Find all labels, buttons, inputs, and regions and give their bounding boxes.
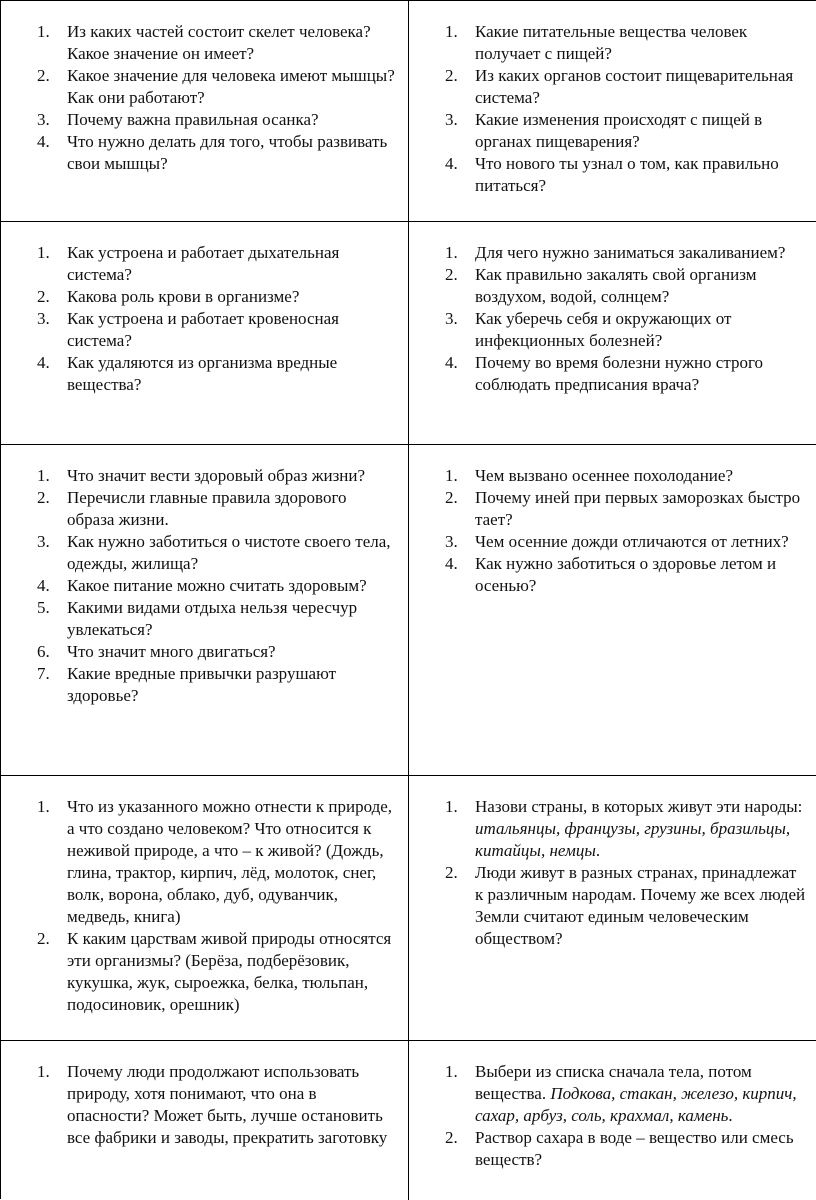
- question-item: [409, 531, 806, 553]
- question-card-r3-right: [409, 445, 816, 776]
- question-number: 3.: [37, 309, 50, 328]
- question-number: 3.: [445, 309, 458, 328]
- question-tail: .: [595, 841, 601, 860]
- question-item: [409, 796, 806, 862]
- question-text: Выбери из списка сначала тела, потом вещества.: [475, 1062, 752, 1103]
- question-list: [409, 242, 806, 396]
- question-item: [1, 487, 398, 531]
- question-number: 2.: [37, 66, 50, 85]
- question-number: 1.: [445, 243, 458, 262]
- question-item: [1, 242, 398, 286]
- question-number: 2.: [445, 488, 458, 507]
- question-item: [409, 465, 806, 487]
- question-text: Почему иней при первых заморозках быстро тает?: [475, 488, 801, 529]
- question-text: Из каких органов состоит пищеварительная система?: [475, 66, 794, 107]
- question-number: 4.: [37, 132, 50, 151]
- question-text: Как устроена и работает дыхательная система?: [67, 243, 340, 284]
- question-number: 4.: [37, 353, 50, 372]
- question-number: 2.: [37, 488, 50, 507]
- question-card-r4-left: [1, 776, 409, 1041]
- question-text: Что из указанного можно отнести к природе, а что создано человеком? Что относится к неживой природе, а что – к живой? (Дождь, глина, трактор, кирпич, лёд, молоток, снег, волк, ворона, облако, дуб, одуванчик, медведь, книга): [67, 797, 393, 926]
- question-text: Что нового ты узнал о том, как правильно питаться?: [475, 154, 779, 195]
- question-number: 1.: [37, 1062, 50, 1081]
- question-item: [409, 109, 806, 153]
- question-list: [409, 1061, 806, 1171]
- question-number: 2.: [445, 265, 458, 284]
- question-text: Раствор сахара в воде – вещество или смесь веществ?: [475, 1128, 794, 1169]
- question-list: [409, 21, 806, 197]
- question-number: 1.: [37, 243, 50, 262]
- question-item: [409, 862, 806, 950]
- question-number: 1.: [445, 466, 458, 485]
- question-item: [1, 928, 398, 1016]
- question-item: [1, 796, 398, 928]
- question-item: [1, 1061, 398, 1149]
- question-card-r2-left: [1, 222, 409, 445]
- question-number: 1.: [37, 22, 50, 41]
- question-text: Какова роль крови в организме?: [67, 287, 300, 306]
- question-item: [409, 264, 806, 308]
- question-text: Люди живут в разных странах, принадлежат к различным народам. Почему же всех людей Земли считают единым человеческим обществом?: [475, 863, 806, 948]
- question-item: [409, 21, 806, 65]
- question-tail: .: [728, 1106, 733, 1125]
- question-text: Почему люди продолжают использовать природу, хотя понимают, что она в опасности? Может быть, лучше остановить все фабрики и заводы, прекратить заготовку: [67, 1062, 388, 1147]
- question-text: Чем осенние дожди отличаются от летних?: [475, 532, 789, 551]
- question-text: К каким царствам живой природы относятся эти организмы? (Берёза, подберёзовик, кукушка, жук, сыроежка, белка, тюльпан, подосиновик, орешник): [67, 929, 392, 1014]
- question-item: [1, 641, 398, 663]
- question-list: [1, 796, 398, 1016]
- question-number: 3.: [445, 110, 458, 129]
- question-number: 3.: [37, 532, 50, 551]
- question-text: Что значит вести здоровый образ жизни?: [67, 466, 366, 485]
- question-text: Что значит много двигаться?: [67, 642, 276, 661]
- question-list: [1, 465, 398, 707]
- question-number: 5.: [37, 598, 50, 617]
- question-card-r5-right: [409, 1041, 816, 1200]
- question-item: [409, 553, 806, 597]
- question-text: Какие вредные привычки разрушают здоровье?: [67, 664, 337, 705]
- question-text: Как нужно заботиться о здоровье летом и осенью?: [475, 554, 777, 595]
- question-item: [1, 663, 398, 707]
- question-text: Какое значение для человека имеют мышцы? Как они работают?: [67, 66, 395, 107]
- question-number: 1.: [445, 22, 458, 41]
- question-item: [409, 1061, 806, 1127]
- question-item: [409, 352, 806, 396]
- question-item: [1, 352, 398, 396]
- question-card-r1-right: [409, 1, 816, 222]
- question-text: Как нужно заботиться о чистоте своего тела, одежды, жилища?: [67, 532, 391, 573]
- question-number: 4.: [445, 554, 458, 573]
- question-number: 2.: [37, 287, 50, 306]
- question-number: 1.: [37, 797, 50, 816]
- question-number: 4.: [445, 353, 458, 372]
- question-number: 3.: [37, 110, 50, 129]
- question-item: [409, 487, 806, 531]
- question-list: [409, 796, 806, 950]
- question-item: [409, 242, 806, 264]
- question-number: 4.: [445, 154, 458, 173]
- question-text: Из каких частей состоит скелет человека? Какое значение он имеет?: [67, 22, 371, 63]
- question-item: [409, 65, 806, 109]
- question-number: 1.: [37, 466, 50, 485]
- question-text: Для чего нужно заниматься закаливанием?: [475, 243, 786, 262]
- question-text: Перечисли главные правила здорового образа жизни.: [67, 488, 347, 529]
- question-item: [1, 131, 398, 175]
- question-list: [409, 465, 806, 597]
- question-number: 2.: [445, 66, 458, 85]
- question-card-r5-left: [1, 1041, 409, 1200]
- question-text: Какое питание можно считать здоровым?: [67, 576, 367, 595]
- question-italic-list: итальянцы, французы, грузины, бразильцы, китайцы, немцы: [475, 819, 791, 860]
- question-item: [1, 308, 398, 352]
- question-list: [1, 21, 398, 175]
- question-text: Почему во время болезни нужно строго соблюдать предписания врача?: [475, 353, 764, 394]
- question-item: [1, 597, 398, 641]
- question-item: [409, 153, 806, 197]
- question-item: [1, 286, 398, 308]
- question-number: 7.: [37, 664, 50, 683]
- question-card-r2-right: [409, 222, 816, 445]
- question-text: Какие изменения происходят с пищей в органах пищеварения?: [475, 110, 763, 151]
- question-text: Какие питательные вещества человек получает с пищей?: [475, 22, 748, 63]
- question-number: 2.: [37, 929, 50, 948]
- question-text: Как удаляются из организма вредные вещества?: [67, 353, 338, 394]
- question-italic-list: Подкова, стакан, железо, кирпич, сахар, арбуз, соль, крахмал, камень: [475, 1084, 797, 1125]
- question-number: 2.: [445, 1128, 458, 1147]
- question-text: Какими видами отдыха нельзя чересчур увлекаться?: [67, 598, 358, 639]
- question-text: Чем вызвано осеннее похолодание?: [475, 466, 733, 485]
- question-text: Назови страны, в которых живут эти народы:: [475, 797, 803, 816]
- question-card-r4-right: [409, 776, 816, 1041]
- question-number: 2.: [445, 863, 458, 882]
- question-number: 4.: [37, 576, 50, 595]
- question-text: Что нужно делать для того, чтобы развивать свои мышцы?: [67, 132, 388, 173]
- question-text: Почему важна правильная осанка?: [67, 110, 319, 129]
- question-list: [1, 1061, 398, 1149]
- question-text: Как правильно закалять свой организм воздухом, водой, солнцем?: [475, 265, 757, 306]
- question-item: [409, 1127, 806, 1171]
- question-item: [1, 575, 398, 597]
- question-item: [1, 109, 398, 131]
- question-item: [409, 308, 806, 352]
- question-list: [1, 242, 398, 396]
- question-text: Как устроена и работает кровеносная система?: [67, 309, 339, 350]
- question-card-r1-left: [1, 1, 409, 222]
- question-text: Как уберечь себя и окружающих от инфекционных болезней?: [475, 309, 732, 350]
- question-number: 6.: [37, 642, 50, 661]
- question-item: [1, 531, 398, 575]
- question-number: 1.: [445, 1062, 458, 1081]
- question-number: 3.: [445, 532, 458, 551]
- question-number: 1.: [445, 797, 458, 816]
- question-item: [1, 21, 398, 65]
- question-card-r3-left: [1, 445, 409, 776]
- question-item: [1, 65, 398, 109]
- question-item: [1, 465, 398, 487]
